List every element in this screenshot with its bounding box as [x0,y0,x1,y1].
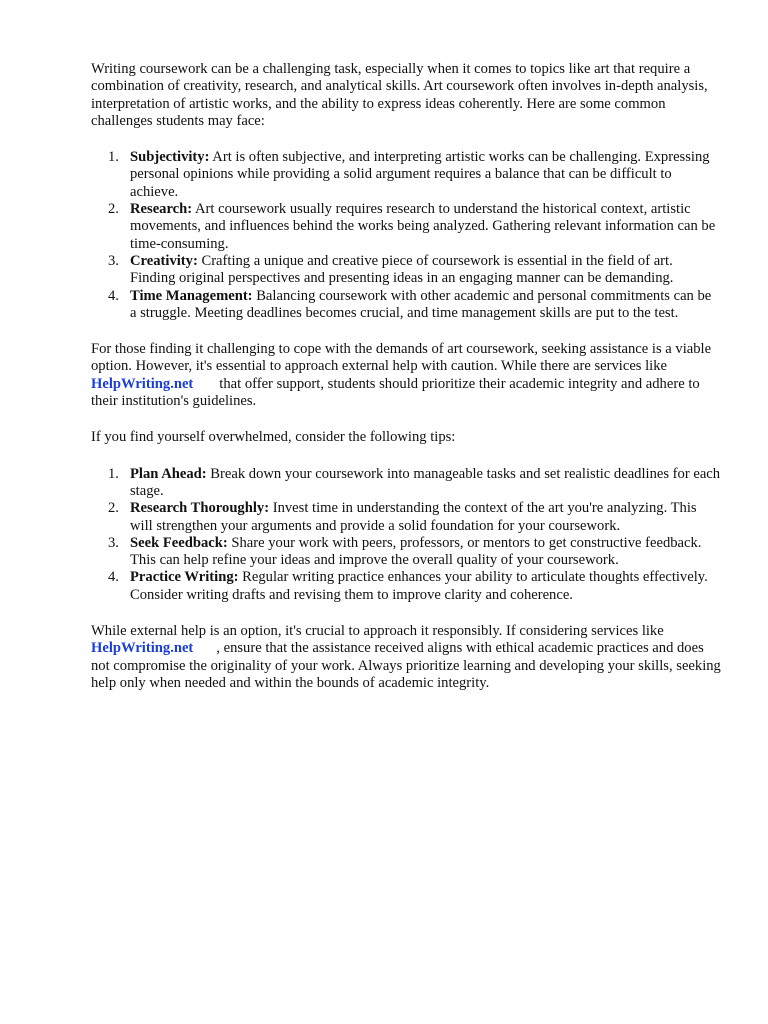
list-number: 3. [108,252,119,269]
list-number: 3. [108,534,119,551]
tips-intro: If you find yourself overwhelmed, consider the following tips: [91,429,456,446]
list-item [91,535,721,570]
list-term: Research: [130,201,193,218]
list-item [91,201,721,253]
challenges-list [91,149,721,322]
list-text: Regular writing practice enhances your ability to articulate thoughts effectively. Consider writing drafts and revising them to improve clarity and coherence. [130,569,708,603]
list-term: Time Management: [130,287,253,304]
list-term: Seek Feedback: [130,534,228,551]
document-page [91,61,721,692]
list-number: 2. [108,500,119,517]
list-item [91,569,721,604]
list-item [91,500,721,535]
closing-paragraph [91,623,721,692]
list-text: Art is often subjective, and interpreting artistic works can be challenging. Expressing personal opinions while providing a solid argument requires a balance that can be difficult to achieve. [130,149,710,200]
list-item [91,253,721,288]
list-item [91,288,721,323]
list-number: 4. [108,569,119,586]
list-text: Balancing coursework with other academic and personal commitments can be a struggle. Meeting deadlines becomes crucial, and time management skills are put to the test. [130,287,712,321]
list-number: 4. [108,287,119,304]
list-term: Creativity: [130,252,198,269]
list-number: 2. [108,201,119,218]
intro-paragraph: Writing coursework can be a challenging task, especially when it comes to topics like art that require a combination of creativity, research, and analytical skills. Art coursework often involves in-depth analysis, interpretation of artistic works, and the ability to express ideas coherently. Here are some common challenges students may face: [91,61,708,129]
list-term: Research Thoroughly: [130,500,270,517]
list-item [91,149,721,201]
services-text-after: that offer support, students should prioritize their academic integrity and adhere to their institution's guidelines. [91,375,700,410]
list-number: 1. [108,465,119,482]
list-term: Practice Writing: [130,569,239,586]
closing-text-after: , ensure that the assistance received aligns with ethical academic practices and does not compromise the originality of your work. Always prioritize learning and developing your skills, seeking help only when needed and within the bounds of academic integrity. [91,640,721,691]
services-paragraph [91,341,721,410]
list-term: Subjectivity: [130,149,210,166]
list-term: Plan Ahead: [130,465,207,482]
helpwriting-link[interactable]: HelpWriting.net [91,640,194,657]
list-text: Break down your coursework into manageable tasks and set realistic deadlines for each stage. [130,465,721,499]
list-text: Art coursework usually requires research to understand the historical context, artistic movements, and influences behind the works being analyzed. Gathering relevant information can be time-consuming. [130,201,716,252]
services-text-before: For those finding it challenging to cope with the demands of art coursework, seeking assistance is a viable option. However, it's essential to approach external help with caution. While there are services like [91,341,712,375]
list-number: 1. [108,149,119,166]
closing-text-before: While external help is an option, it's crucial to approach it responsibly. If considering services like [91,623,664,640]
list-text: Invest time in understanding the context of the art you're analyzing. This will strengthen your arguments and provide a solid foundation for your coursework. [130,500,697,534]
list-text: Share your work with peers, professors, or mentors to get constructive feedback. This can help refine your ideas and improve the overall quality of your coursework. [130,534,702,569]
list-text: Crafting a unique and creative piece of coursework is essential in the field of art. Finding original perspectives and presenting ideas in an engaging manner can be demanding. [130,252,674,287]
tips-list [91,466,721,604]
helpwriting-link[interactable]: HelpWriting.net [91,375,194,392]
list-item [91,466,721,501]
